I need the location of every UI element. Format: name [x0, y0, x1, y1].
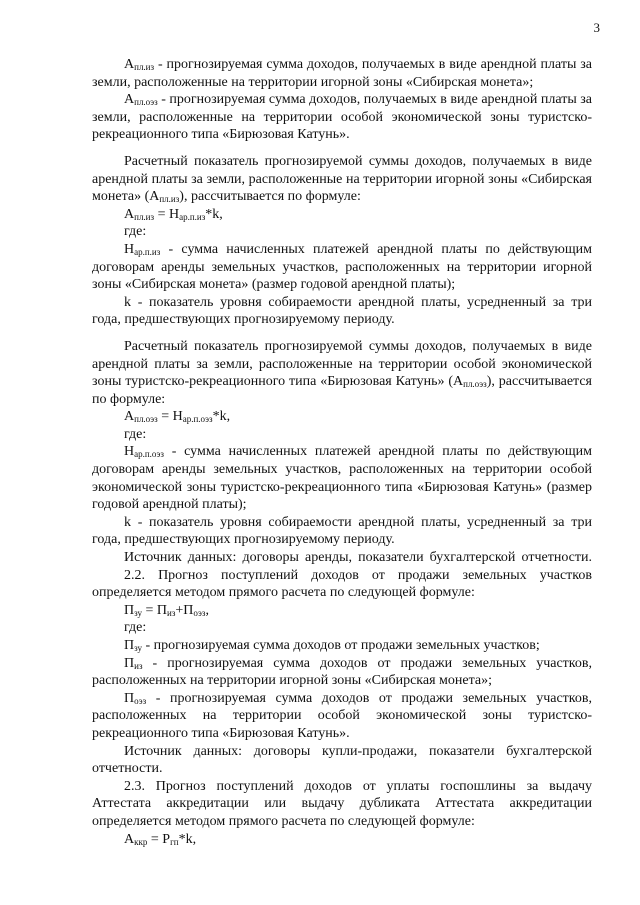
definition-p-zu: $П_{зу}$ - прогнозируемая сумма доходов от продажи земельных участков; [124, 638, 540, 653]
where-label: где: [124, 620, 147, 636]
definition-n-ar-p-iz: $Н_{ар.п.из}$ - сумма начисленных платежей арендной платы по действующим договорам аренды земельных участков, расположенных на территории игорной зоны «Сибирская монета» (размер годовой арендной платы); [92, 241, 592, 293]
definition-a-pl-iz: $А_{пл.из}$ - прогнозируемая сумма доходов, получаемых в виде арендной платы за земли, расположенные на территории игорной зоны «Сибирская монета»; [92, 57, 592, 90]
page-number: 3 [593, 20, 600, 35]
paragraph-calc-a-pl-oez: Расчетный показатель прогнозируемой суммы доходов, получаемых в виде арендной платы за земли, расположенные на территории особой экономической зоны туристско-рекреационного типа «Бирюзовая Катунь» $(А_{пл.оэз})$, рассчитывается по формуле: [92, 338, 592, 407]
document-body [92, 56, 592, 848]
paragraph-calc-a-pl-iz: Расчетный показатель прогнозируемой суммы доходов, получаемых в виде арендной платы за земли, расположенные на территории игорной зоны «Сибирская монета» $(А_{пл.из})$, рассчитывается по формуле: [92, 153, 592, 205]
definition-n-ar-p-oez: $Н_{ар.п.оэз}$ - сумма начисленных платежей арендной платы по действующим договорам аренды земельных участков, расположенных на территории особой экономической зоны туристско-рекреационного типа «Бирюзовая Катунь» (размер годовой арендной платы); [92, 444, 592, 513]
definition-k-1: k - показатель уровня собираемости арендной платы, усредненный за три года, предшествующих прогнозируемому периоду. [92, 294, 592, 328]
data-source-1: Источник данных: договоры аренды, показатели бухгалтерской отчетности. [124, 550, 592, 566]
where-label: где: [124, 224, 147, 240]
section-2-3: 2.3. Прогноз поступлений доходов от уплаты госпошлины за выдачу Аттестата аккредитации или выдачу дубликата Аттестата аккредитации определяется методом прямого расчета по следующей формуле: [92, 778, 592, 829]
definition-a-pl-oez: $А_{пл.оэз}$ - прогнозируемая сумма доходов, получаемых в виде арендной платы за земли, расположенные на территории особой экономической зоны туристско-рекреационного типа «Бирюзовая Катунь». [92, 92, 592, 143]
definition-p-oez: $П_{оэз}$ - прогнозируемая сумма доходов от продажи земельных участков, расположенных на территории особой экономической зоны туристско-рекреационного типа «Бирюзовая Катунь». [92, 690, 592, 741]
formula-a-pl-iz: $А_{пл.из} = Н_{ар.п.из}*k$, [124, 206, 223, 222]
where-label: где: [124, 426, 147, 442]
formula-a-pl-oez: $А_{пл.оэз} = Н_{ар.п.оэз}*k$, [124, 409, 231, 425]
data-source-2: Источник данных: договоры купли-продажи, показатели бухгалтерской отчетности. [92, 743, 592, 777]
formula-p-zu: $П_{зу} = П_{из}+П_{оэз}$, [124, 602, 209, 618]
definition-p-iz: $П_{из}$ - прогнозируемая сумма доходов от продажи земельных участков, расположенных на территории игорной зоны «Сибирская монета»; [92, 655, 592, 689]
formula-a-kkr: $А_{ккр} = Р_{гп}*k$, [124, 831, 197, 847]
definition-k-2: k - показатель уровня собираемости арендной платы, усредненный за три года, предшествующих прогнозируемому периоду. [92, 514, 592, 548]
section-2-2: 2.2. Прогноз поступлений доходов от продажи земельных участков определяется методом прямого расчета по следующей формуле: [92, 567, 592, 601]
